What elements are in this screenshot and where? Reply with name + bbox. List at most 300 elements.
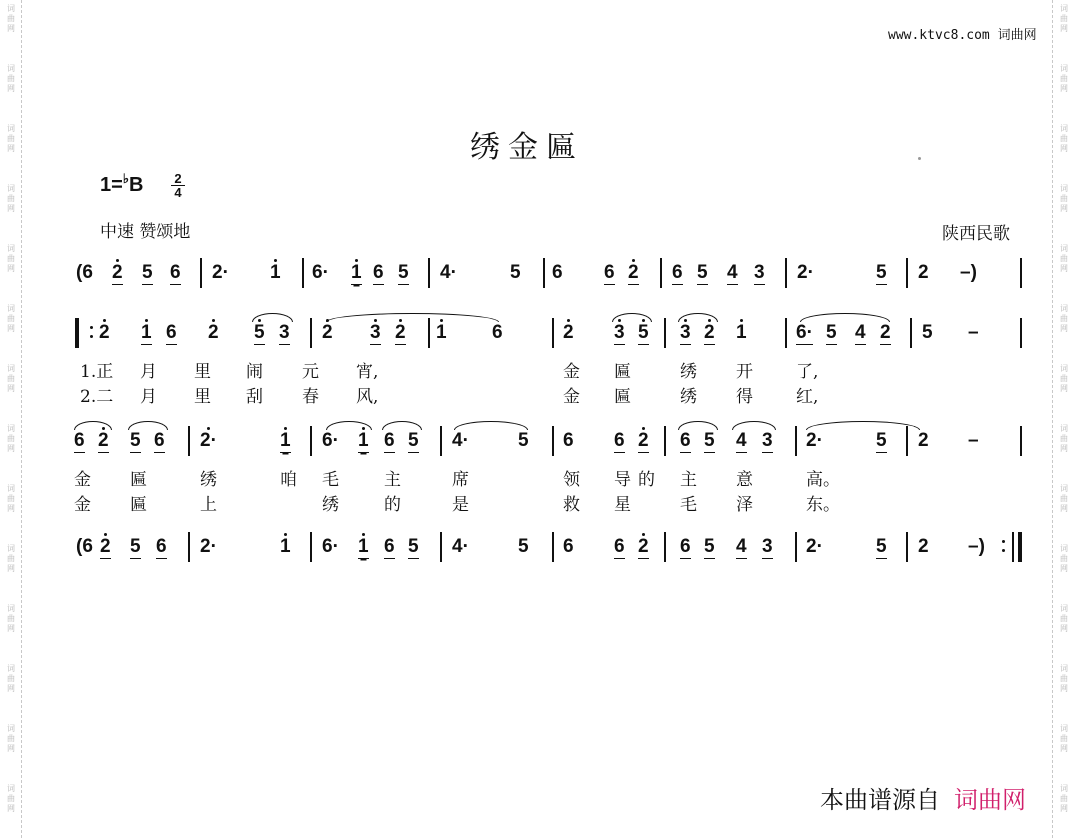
slur — [678, 421, 718, 430]
note: 3 — [680, 322, 691, 343]
lyric-syllable: 刮 — [246, 387, 263, 407]
note: 2· — [212, 262, 229, 283]
note: 2 — [112, 262, 123, 283]
note: 6· — [322, 430, 339, 451]
note: 6 — [166, 322, 177, 343]
watermark-glyph: 词 — [7, 124, 15, 133]
watermark-glyph-group — [4, 124, 18, 154]
barline — [1012, 532, 1014, 562]
note: 5 — [922, 322, 933, 343]
watermark-glyph: 网 — [1060, 144, 1068, 153]
watermark-glyph: 网 — [1060, 264, 1068, 273]
lyric-syllable: 绣 — [322, 495, 339, 515]
note: 1 — [351, 262, 362, 283]
lyric-syllable: 开 — [736, 362, 753, 382]
lyric-syllable: 咱 — [280, 470, 297, 490]
barline — [906, 532, 908, 562]
watermark-glyph: 曲 — [1060, 134, 1068, 143]
lyric-syllable: 星 — [614, 495, 631, 515]
watermark-glyph: 词 — [7, 4, 15, 13]
watermark-glyph: 词 — [1060, 4, 1068, 13]
note: 4 — [736, 536, 747, 557]
watermark-glyph-group — [4, 724, 18, 754]
watermark-glyph-group — [1057, 4, 1071, 34]
lyric-syllable: 金 — [74, 470, 91, 490]
note: 2 — [918, 536, 929, 557]
barline — [440, 532, 442, 562]
lyric-syllable: 救 — [563, 495, 580, 515]
time-signature — [171, 172, 185, 199]
score-line-2 — [0, 312, 1074, 360]
watermark-glyph: 网 — [7, 444, 15, 453]
watermark-glyph-group — [4, 184, 18, 214]
lyric-syllable: 主 — [384, 470, 401, 490]
note: 6 — [74, 430, 85, 451]
note: 4 — [855, 322, 866, 343]
barline — [795, 426, 797, 456]
note: 6 — [614, 430, 625, 451]
lyric-syllable: 红, — [796, 387, 819, 407]
watermark-glyph-group — [1057, 724, 1071, 754]
barline — [440, 426, 442, 456]
watermark-glyph: 曲 — [1060, 794, 1068, 803]
watermark-glyph-group — [1057, 784, 1071, 814]
note: 2· — [797, 262, 814, 283]
lyric-syllable: 春 — [302, 387, 319, 407]
barline — [310, 318, 312, 348]
barline — [664, 532, 666, 562]
watermark-glyph-group — [4, 64, 18, 94]
watermark-glyph: 词 — [7, 244, 15, 253]
watermark-glyph: 网 — [7, 264, 15, 273]
slur — [806, 421, 920, 430]
source-footer — [820, 780, 1026, 815]
slur — [74, 421, 112, 430]
watermark-glyph: 曲 — [1060, 554, 1068, 563]
note: 4· — [440, 262, 457, 283]
note: – — [968, 430, 979, 451]
watermark-glyph: 网 — [1060, 564, 1068, 573]
watermark-glyph: 曲 — [1060, 614, 1068, 623]
watermark-glyph-group — [4, 4, 18, 34]
lyric-syllable: 毛 — [322, 470, 339, 490]
barline — [200, 258, 202, 288]
watermark-glyph-group — [4, 784, 18, 814]
watermark-glyph: 曲 — [1060, 434, 1068, 443]
lyric-syllable: 里 — [194, 387, 211, 407]
watermark-glyph: 网 — [1060, 324, 1068, 333]
lyric-syllable: 是 — [452, 495, 469, 515]
note: 5 — [876, 262, 887, 283]
lyric-syllable: 毛 — [680, 495, 697, 515]
watermark-glyph: 网 — [7, 624, 15, 633]
watermark-glyph: 网 — [7, 84, 15, 93]
note: 5 — [130, 430, 141, 451]
note: 2· — [806, 536, 823, 557]
note: 6· — [312, 262, 329, 283]
watermark-glyph: 网 — [1060, 684, 1068, 693]
lyric-syllable: 匾 — [614, 387, 631, 407]
watermark-glyph: 网 — [1060, 84, 1068, 93]
watermark-glyph: 曲 — [7, 794, 15, 803]
barline — [1020, 426, 1022, 456]
note: 6 — [680, 430, 691, 451]
watermark-glyph: 曲 — [1060, 734, 1068, 743]
barline — [552, 532, 554, 562]
watermark-glyph: 曲 — [1060, 674, 1068, 683]
lyric-syllable: 主 — [680, 470, 697, 490]
watermark-glyph: 网 — [7, 24, 15, 33]
lyric-syllable: 2.二 — [80, 387, 114, 407]
note: 6 — [492, 322, 503, 343]
note: 5 — [518, 430, 529, 451]
watermark-glyph: 网 — [1060, 24, 1068, 33]
lyrics-verse1-b — [0, 465, 1074, 489]
watermark-glyph: 词 — [7, 424, 15, 433]
scan-speck — [918, 157, 921, 160]
barline — [906, 426, 908, 456]
watermark-glyph: 曲 — [7, 374, 15, 383]
slur — [800, 313, 890, 322]
note: 3 — [279, 322, 290, 343]
note: 2 — [704, 322, 715, 343]
watermark-glyph: 词 — [1060, 304, 1068, 313]
time-top: 2 — [171, 172, 185, 186]
source-label: 本曲谱源自 — [820, 786, 940, 814]
note: 2· — [200, 536, 217, 557]
watermark-glyph: 词 — [7, 364, 15, 373]
note: 6 — [156, 536, 167, 557]
barline — [1020, 258, 1022, 288]
lyric-syllable: 得 — [736, 387, 753, 407]
note: 6· — [322, 536, 339, 557]
watermark-glyph: 网 — [7, 384, 15, 393]
watermark-glyph: 曲 — [1060, 254, 1068, 263]
barline — [302, 258, 304, 288]
right-watermark-strip — [1052, 0, 1074, 838]
note: 6 — [373, 262, 384, 283]
note: 2 — [563, 322, 574, 343]
barline — [910, 318, 912, 348]
watermark-glyph: 词 — [1060, 664, 1068, 673]
watermark-glyph: 网 — [7, 804, 15, 813]
watermark-glyph: 网 — [7, 144, 15, 153]
note: 5 — [704, 430, 715, 451]
watermark-glyph: 网 — [1060, 444, 1068, 453]
lyric-syllable: 绣 — [680, 362, 697, 382]
watermark-glyph-group — [1057, 124, 1071, 154]
note: 4 — [736, 430, 747, 451]
note: 2 — [628, 262, 639, 283]
watermark-glyph: 曲 — [7, 134, 15, 143]
barline — [660, 258, 662, 288]
note: 2 — [918, 430, 929, 451]
barline — [310, 426, 312, 456]
note: 6 — [563, 430, 574, 451]
watermark-glyph: 词 — [1060, 604, 1068, 613]
score-line-4 — [0, 526, 1074, 574]
lyric-syllable: 金 — [74, 495, 91, 515]
watermark-glyph: 网 — [7, 324, 15, 333]
lyric-syllable: 匾 — [130, 470, 147, 490]
note: (6 — [76, 536, 93, 557]
barline — [785, 318, 787, 348]
barline — [552, 426, 554, 456]
lyric-syllable: 1.正 — [80, 362, 114, 382]
watermark-glyph: 网 — [1060, 504, 1068, 513]
watermark-glyph: 词 — [1060, 124, 1068, 133]
watermark-glyph: 曲 — [7, 74, 15, 83]
lyric-syllable: 导 — [614, 470, 631, 490]
slur — [732, 421, 776, 430]
note: 3 — [762, 430, 773, 451]
watermark-glyph: 词 — [1060, 784, 1068, 793]
note: 2 — [638, 430, 649, 451]
barline — [310, 532, 312, 562]
note: 6 — [563, 536, 574, 557]
slur — [454, 421, 528, 430]
barline — [785, 258, 787, 288]
lyric-syllable: 的 — [384, 495, 401, 515]
lyric-syllable: 月 — [140, 362, 157, 382]
watermark-glyph: 曲 — [1060, 494, 1068, 503]
lyric-syllable: 泽 — [736, 495, 753, 515]
slur — [612, 313, 652, 322]
lyric-syllable: 意 — [736, 470, 753, 490]
watermark-glyph: 词 — [7, 544, 15, 553]
watermark-glyph: 网 — [7, 744, 15, 753]
watermark-glyph: 网 — [7, 684, 15, 693]
note: 5 — [876, 430, 887, 451]
lyric-syllable: 宵, — [356, 362, 379, 382]
watermark-glyph: 曲 — [7, 734, 15, 743]
note: 2 — [638, 536, 649, 557]
watermark-glyph: 网 — [7, 504, 15, 513]
watermark-glyph-group — [1057, 184, 1071, 214]
lyric-syllable: 席 — [452, 470, 469, 490]
watermark-glyph: 词 — [1060, 724, 1068, 733]
note: 1 — [436, 322, 447, 343]
score-line-3 — [0, 420, 1074, 468]
note: 6 — [154, 430, 165, 451]
lyrics-verse2-b — [0, 490, 1074, 514]
note: 6· — [796, 322, 813, 343]
watermark-glyph: 网 — [7, 204, 15, 213]
note: 3 — [762, 536, 773, 557]
watermark-glyph: 曲 — [7, 674, 15, 683]
note: 2· — [200, 430, 217, 451]
note: 1 — [358, 430, 369, 451]
note: 5 — [130, 536, 141, 557]
barline — [552, 318, 554, 348]
watermark-glyph: 曲 — [1060, 74, 1068, 83]
time-bottom: 4 — [174, 185, 182, 200]
note: –) — [960, 262, 977, 283]
lyric-syllable: 东。 — [806, 495, 840, 515]
tempo-marking: 中速 赞颂地 — [100, 222, 191, 242]
note: 2 — [98, 430, 109, 451]
slur — [252, 313, 293, 322]
watermark-glyph-group — [1057, 664, 1071, 694]
lyric-syllable: 月 — [140, 387, 157, 407]
watermark-glyph: 词 — [1060, 184, 1068, 193]
note: 5 — [142, 262, 153, 283]
lyric-syllable: 闹 — [246, 362, 263, 382]
note: 2 — [395, 322, 406, 343]
note: 1 — [280, 536, 291, 557]
lyric-syllable: 高。 — [806, 470, 840, 490]
barline — [188, 426, 190, 456]
song-origin: 陕西民歌 — [942, 224, 1010, 244]
barline — [188, 532, 190, 562]
watermark-glyph: 词 — [7, 664, 15, 673]
lyrics-verse1-a — [0, 357, 1074, 381]
lyric-syllable: 风, — [356, 387, 379, 407]
lyric-syllable: 里 — [194, 362, 211, 382]
note: 1 — [280, 430, 291, 451]
watermark-glyph: 曲 — [7, 194, 15, 203]
note: 2 — [208, 322, 219, 343]
barline — [906, 258, 908, 288]
slur — [128, 421, 168, 430]
watermark-glyph: 网 — [1060, 804, 1068, 813]
note: 5 — [398, 262, 409, 283]
note: 1 — [358, 536, 369, 557]
watermark-glyph: 曲 — [1060, 14, 1068, 23]
key-note: B — [128, 174, 144, 196]
watermark-glyph: 曲 — [7, 254, 15, 263]
note: 5 — [254, 322, 265, 343]
note: 6 — [552, 262, 563, 283]
watermark-glyph-group — [1057, 604, 1071, 634]
watermark-glyph: 词 — [7, 484, 15, 493]
watermark-glyph: 曲 — [7, 614, 15, 623]
note: 2 — [100, 536, 111, 557]
song-title: 绣金匾 — [470, 130, 584, 165]
note: 4· — [452, 536, 469, 557]
note: 5 — [408, 430, 419, 451]
lyric-syllable: 领 — [563, 470, 580, 490]
barline — [795, 532, 797, 562]
note: 5 — [704, 536, 715, 557]
note: 2 — [918, 262, 929, 283]
note: 5 — [518, 536, 529, 557]
lyric-syllable: 绣 — [200, 470, 217, 490]
note: 3 — [614, 322, 625, 343]
watermark-glyph: 网 — [1060, 744, 1068, 753]
watermark-glyph: 词 — [7, 604, 15, 613]
note: 3 — [370, 322, 381, 343]
watermark-glyph: 词 — [1060, 364, 1068, 373]
lyric-syllable: 匾 — [614, 362, 631, 382]
note: 6 — [614, 536, 625, 557]
note: 6 — [170, 262, 181, 283]
watermark-glyph: 曲 — [7, 554, 15, 563]
note: (6 — [76, 262, 93, 283]
lyric-syllable: 了, — [796, 362, 819, 382]
barline — [1018, 532, 1022, 562]
watermark-glyph-group — [1057, 64, 1071, 94]
watermark-glyph: 网 — [7, 564, 15, 573]
slur — [382, 421, 422, 430]
note: 5 — [826, 322, 837, 343]
watermark-glyph: 曲 — [7, 14, 15, 23]
watermark-glyph: 网 — [1060, 384, 1068, 393]
watermark-glyph: 词 — [7, 184, 15, 193]
barline — [664, 318, 666, 348]
watermark-glyph: 词 — [1060, 544, 1068, 553]
slur — [678, 313, 718, 322]
watermark-glyph: 词 — [7, 304, 15, 313]
watermark-glyph: 词 — [1060, 424, 1068, 433]
key-flat: ♭ — [122, 171, 129, 186]
note: 5 — [510, 262, 521, 283]
note: 4· — [452, 430, 469, 451]
watermark-glyph: 词 — [7, 724, 15, 733]
key-signature — [100, 171, 144, 197]
watermark-glyph: 曲 — [1060, 314, 1068, 323]
watermark-glyph: 网 — [1060, 624, 1068, 633]
note: 5 — [638, 322, 649, 343]
barline — [75, 318, 79, 348]
lyric-syllable: 的 — [638, 470, 655, 490]
note: 2 — [322, 322, 333, 343]
site-url-text: www.ktvc8.com — [888, 28, 990, 43]
barline — [428, 318, 430, 348]
barline — [1020, 318, 1022, 348]
source-brand: 词曲网 — [954, 786, 1026, 814]
note: 4 — [727, 262, 738, 283]
lyric-syllable: 金 — [563, 387, 580, 407]
key-main: 1= — [100, 174, 123, 196]
watermark-glyph: 曲 — [7, 434, 15, 443]
watermark-glyph: 词 — [7, 784, 15, 793]
barline — [664, 426, 666, 456]
site-name-text: 词曲网 — [997, 28, 1037, 43]
lyric-syllable: 绣 — [680, 387, 697, 407]
watermark-glyph: 曲 — [7, 314, 15, 323]
note: 6 — [604, 262, 615, 283]
note: –) — [968, 536, 985, 557]
watermark-glyph: 曲 — [7, 494, 15, 503]
watermark-glyph: 词 — [1060, 244, 1068, 253]
note: 6 — [672, 262, 683, 283]
left-watermark-strip — [0, 0, 22, 838]
note: – — [968, 322, 979, 343]
watermark-glyph-group — [4, 664, 18, 694]
note: 1 — [141, 322, 152, 343]
barline — [428, 258, 430, 288]
watermark-glyph: 曲 — [1060, 194, 1068, 203]
watermark-glyph: 词 — [1060, 484, 1068, 493]
watermark-glyph: 词 — [7, 64, 15, 73]
lyric-syllable: 金 — [563, 362, 580, 382]
repeat-dots — [90, 324, 93, 340]
lyric-syllable: 上 — [200, 495, 217, 515]
lyrics-verse2-a — [0, 382, 1074, 406]
note: 6 — [384, 536, 395, 557]
lyric-syllable: 元 — [302, 362, 319, 382]
watermark-glyph: 词 — [1060, 64, 1068, 73]
note: 6 — [680, 536, 691, 557]
note: 5 — [876, 536, 887, 557]
watermark-glyph: 曲 — [1060, 374, 1068, 383]
note: 1 — [270, 262, 281, 283]
slur — [326, 421, 372, 430]
score-line-1 — [0, 252, 1074, 300]
watermark-glyph: 网 — [1060, 204, 1068, 213]
note: 2 — [99, 322, 110, 343]
